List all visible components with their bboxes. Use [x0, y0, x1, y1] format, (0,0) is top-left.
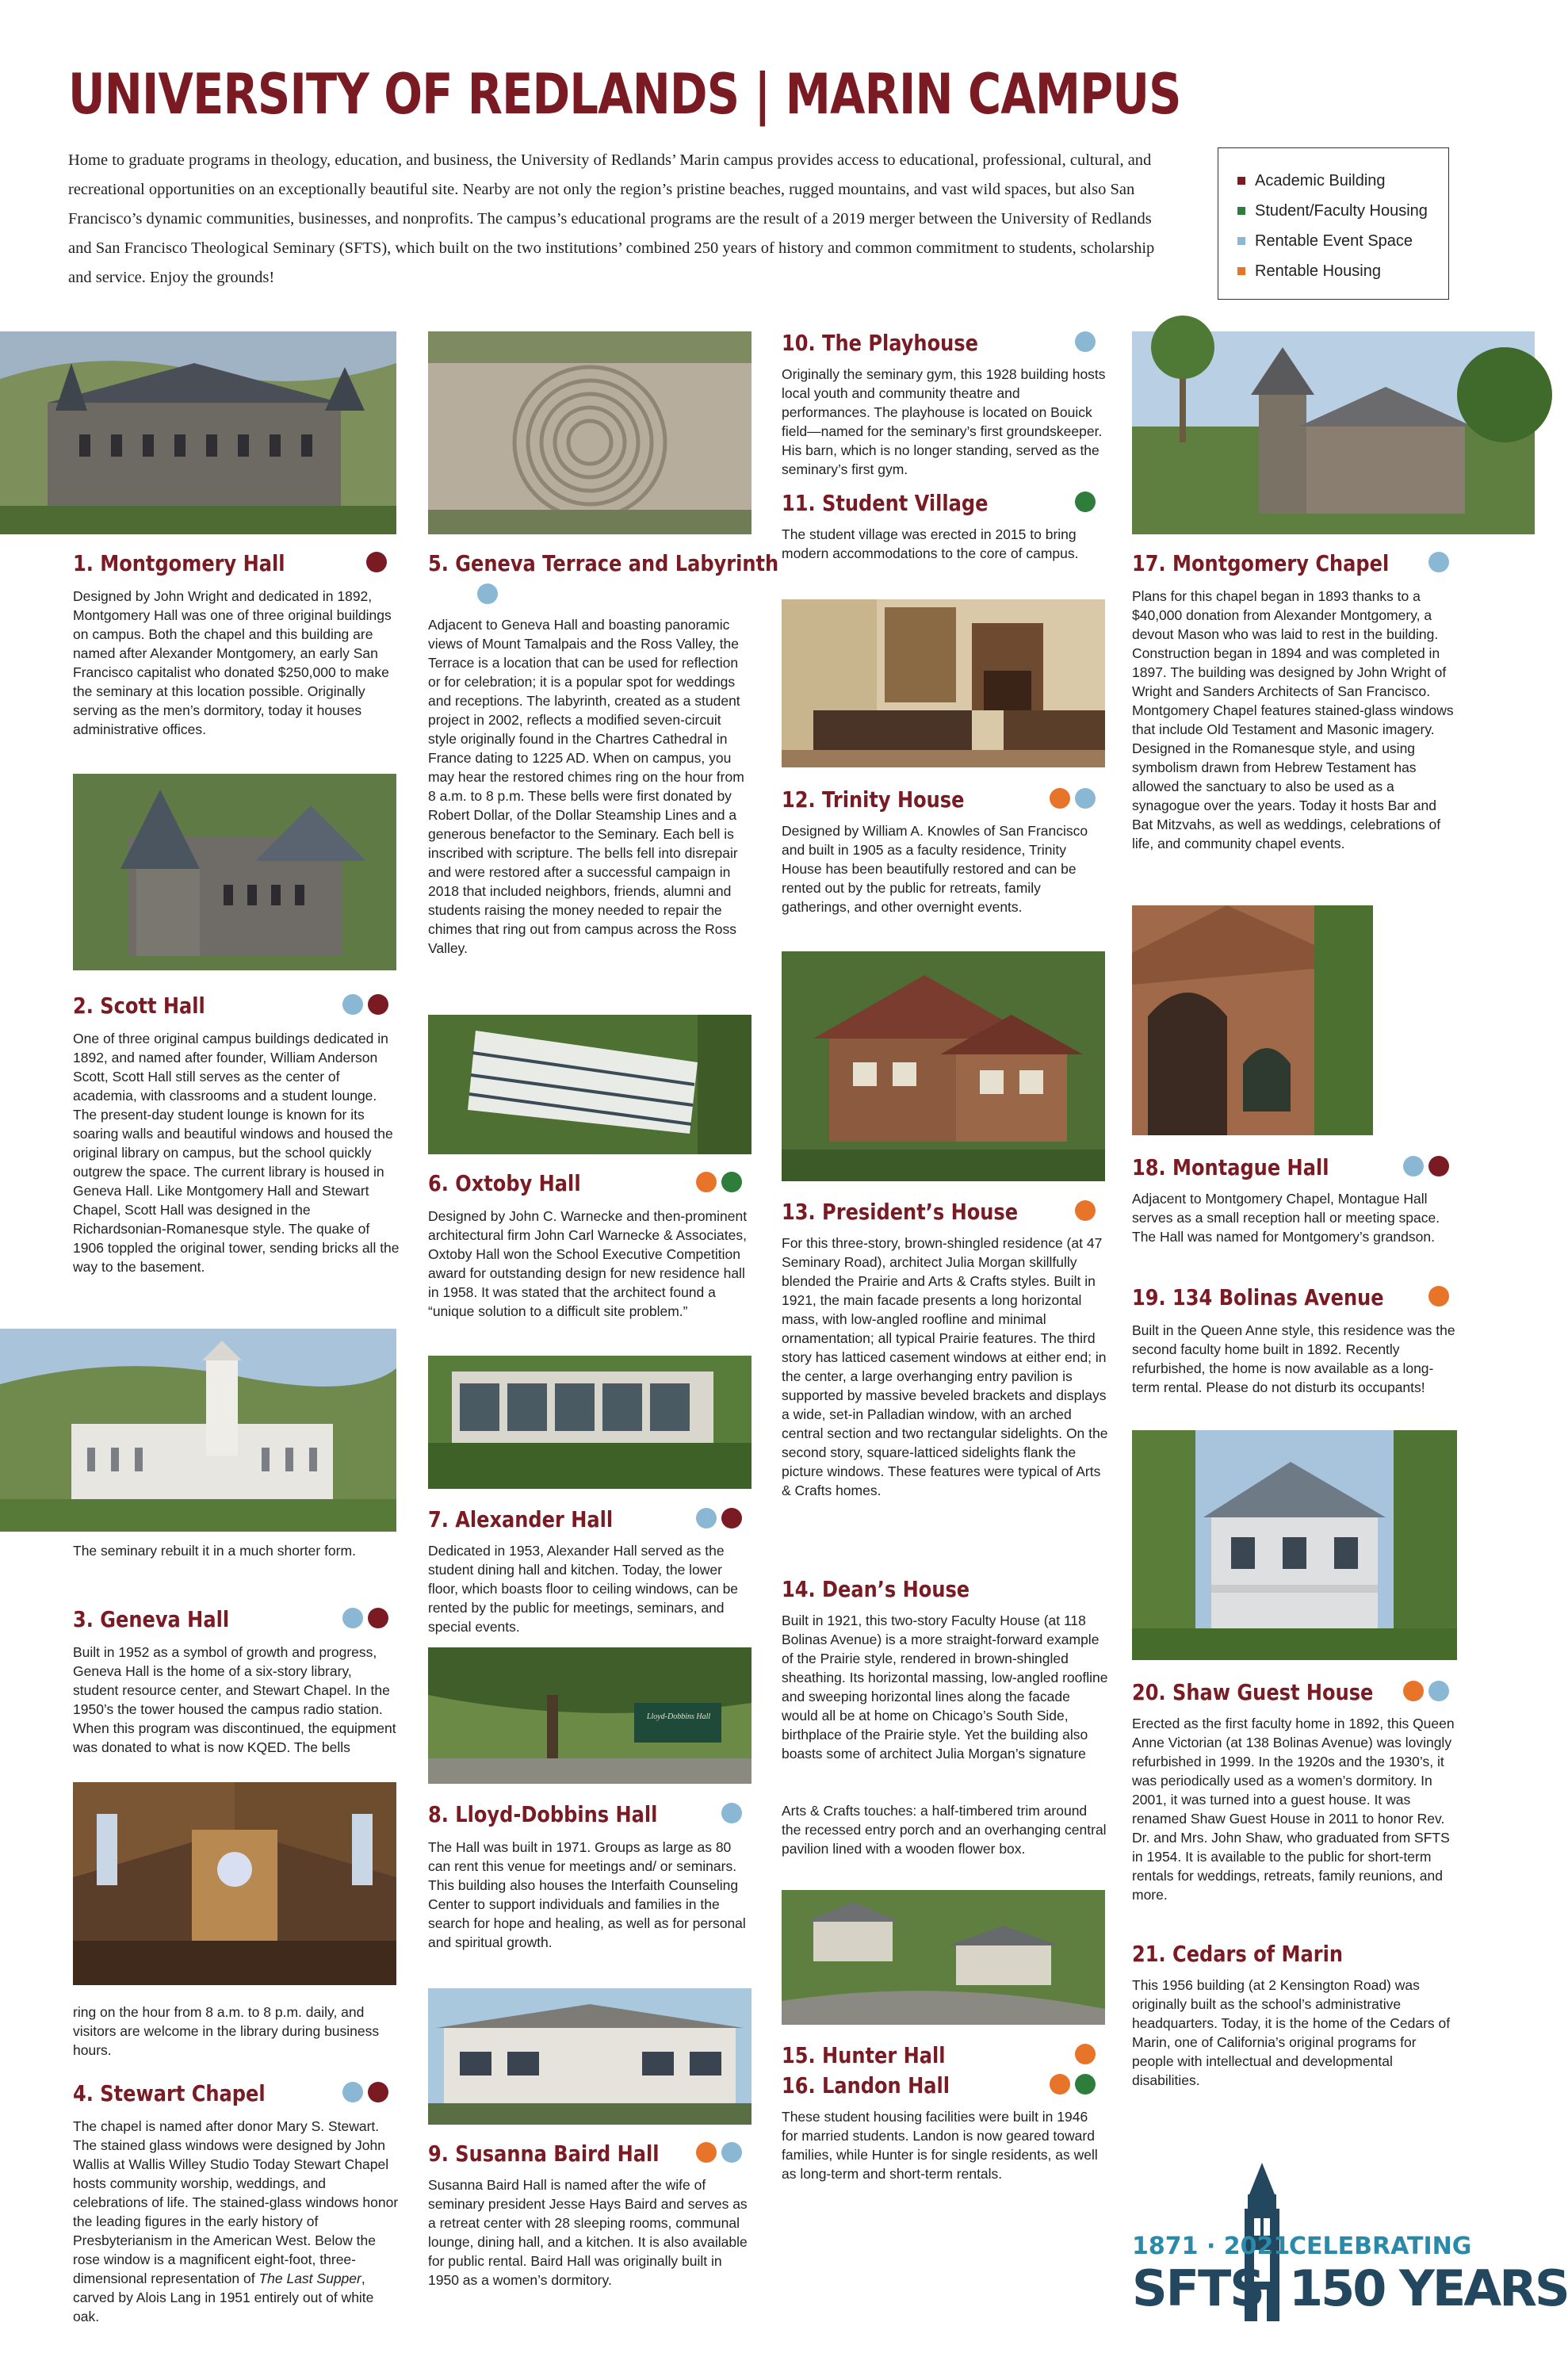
entry-body: This 1956 building (at 2 Kensington Road) was originally built as the school’s administrative headquarters. Today, it is the home of the Cedars of Marin, one of California’s original programs for people with intellectual and developmental disabilities. [1132, 1977, 1451, 2088]
logo-sfts: SFTS [1132, 2259, 1264, 2317]
alexander-hall-photo [428, 1356, 751, 1489]
montague-hall-photo [1132, 905, 1373, 1135]
category-dots [696, 1172, 742, 1192]
event-dot [342, 1608, 363, 1628]
legend [1218, 147, 1449, 300]
event-dot [1075, 331, 1096, 352]
category-dots [1075, 331, 1096, 352]
entry-body: Built in 1952 as a symbol of growth and progress, Geneva Hall is the home of a six-story library, student resource center, and Stewart Chapel. In the 1950’s the tower housed the campus radio station. When this program was discontinued, the equipment was donated to what is now KQED. The bells [73, 1644, 396, 1755]
academic-dot [368, 2082, 388, 2102]
entry-body: Plans for this chapel began in 1893 thanks to a $40,000 donation from Alexander Montgomery, a devout Mason who was laid to rest in the building. Construction began in 1894 and was completed in 1897. The building was designed by John Wright of Wright and Sanders Architects of San Francisco. Montgomery Chapel features stained-glass windows that include Old Testament and Masonic imagery. Designed in the Romanesque style, and using symbolism drawn from Hebrew Testament has allowed the sanctuary to also be used as a synagogue over the years. Today it hosts Bar and Bat Mitzvahs, as well as weddings, celebrations of life, and community chapel events. [1132, 588, 1454, 851]
rental-dot [696, 1172, 717, 1192]
category-dots [342, 994, 388, 1015]
montgomery-chapel-photo [1132, 331, 1535, 534]
legend-item-academic [1237, 166, 1448, 196]
entry-body: Adjacent to Geneva Hall and boasting panoramic views of Mount Tamalpais and the Ross Valley, the Terrace is a location that can be used for reflection or for celebration; it is a popular spot for weddings and receptions. The labyrinth, created as a student project in 2002, reflects a modified seven-circuit style originally found in the Chartres Cathedral in France dating to 1225 AD. When on campus, you may hear the restored chimes ring on the hour from 8 a.m. to 8 p.m. These bells were first donated by Robert Dollar, of the Dollar Steamship Lines and a generous benefactor to the Seminary. Each bell is inscribed with scripture. The bells fell into disrepair and were restored after a successful campaign in 2018 that included neighbors, friends, alumni and students raising the money needed to repair the chimes that ring out from campus across the Ross Valley. [428, 617, 744, 956]
sfts-anniversary-logo [1132, 2163, 1568, 2329]
category-dots [696, 1508, 742, 1528]
event-dot [1428, 1681, 1449, 1701]
entry-title: 11. Student Village [782, 490, 989, 516]
housing-dot [1075, 492, 1096, 512]
susanna-baird-hall-photo [428, 1988, 751, 2125]
category-dots [1403, 1156, 1449, 1176]
entry-body-continued: Arts & Crafts touches: a half-timbered trim around the recessed entry porch and an overhanging central pavilion lined with a wooden flower box. [782, 1803, 1107, 1857]
entry-title: 9. Susanna Baird Hall [428, 2141, 660, 2167]
category-dots [366, 552, 387, 572]
stewart-chapel-interior-photo [73, 1782, 396, 1985]
academic-dot [366, 552, 387, 572]
entry-body: Dedicated in 1953, Alexander Hall served as the student dining hall and kitchen. Today, the lower floor, which boasts floor to ceiling windows, can be rented by the public for meetings, seminars, and special events. [428, 1543, 739, 1635]
entry-body-text: , carved by Alois Lang in 1951 entirely out of white oak. [73, 2271, 374, 2324]
entry-title: 20. Shaw Guest House [1132, 1679, 1374, 1705]
event-dot [721, 1803, 742, 1823]
legend-label: Rentable Housing [1255, 262, 1381, 280]
entry-title: 19. 134 Bolinas Avenue [1132, 1284, 1384, 1310]
entry-body: For this three-story, brown-shingled residence (at 47 Seminary Road), architect Julia Morgan skillfully blended the Prairie and Arts & Crafts styles. Built in 1921, the main facade presents a long horizontal mass, with low-angled roofline and minimal ornamentation; all typical Prairie features. The third story has latticed casement windows at either end; in the center, a large overhanging entry pavilion is supported by massive beveled brackets and displays a wide, set-in Palladian window, with an arched central section and two rectangular sidelights. On the second story, square-latticed sidelights flank the picture windows. These features were typical of Arts & Crafts homes. [782, 1235, 1108, 1498]
rental-dot [1403, 1681, 1424, 1701]
event-dot [342, 994, 363, 1015]
entry-body-continued: ring on the hour from 8 a.m. to 8 p.m. daily, and visitors are welcome in the library during business hours. [73, 2004, 380, 2058]
entry-body: Designed by John Wright and dedicated in 1892, Montgomery Hall was one of three original buildings on campus. Both the chapel and this building are named after Alexander Montgomery, an early San Francisco capitalist who donated $250,000 to make the seminary at this location possible. Originally serving as the men’s dormitory, today it houses administrative offices. [73, 588, 392, 737]
entry-title: 10. The Playhouse [782, 330, 978, 356]
event-dot [1428, 552, 1449, 572]
entry-title: 2. Scott Hall [73, 993, 205, 1019]
oxtoby-hall-photo [428, 1015, 751, 1154]
academic-dot [368, 1608, 388, 1628]
event-dot [477, 583, 498, 604]
rental-dot [1075, 1200, 1096, 1221]
category-dots [1428, 552, 1449, 572]
entry-title: 4. Stewart Chapel [73, 2080, 266, 2106]
entry-title: 3. Geneva Hall [73, 1606, 230, 1632]
entry-title: 17. Montgomery Chapel [1132, 550, 1390, 576]
category-dots [1428, 1286, 1449, 1307]
hunter-landon-hall-photo [782, 1890, 1105, 2025]
entry-body: Built in the Queen Anne style, this residence was the second faculty home built in 1892. Recently refurbished, the home is now available as a long-term rental. Please do not disturb its occupants! [1132, 1322, 1455, 1395]
shaw-guest-house-photo [1132, 1430, 1457, 1660]
entry-title: 8. Lloyd-Dobbins Hall [428, 1801, 658, 1827]
event-swatch [1237, 237, 1245, 245]
campus-panorama-photo [0, 1329, 396, 1532]
event-dot [1403, 1156, 1424, 1176]
page-title: UNIVERSITY OF REDLANDS | MARIN CAMPUS [68, 62, 1181, 127]
rental-dot [1050, 2074, 1070, 2095]
intro-paragraph: Home to graduate programs in theology, education, and business, the University of Redlands’ Marin campus provides access to educational, professional, cultural, and recreational opportunities on an exceptionally beautiful site. Nearby are not only the region’s pristine beaches, rugged mountains, and vast wild spaces, but also San Francisco’s dynamic communities, businesses, and nonprofits. The campus’s educational programs are the result of a 2019 merger between the University of Redlands and San Francisco Theological Seminary (SFTS), which built on the two institutions’ combined 250 years of history and common commitment to students, scholarship and service. Enjoy the grounds! [68, 151, 1155, 286]
event-dot [696, 1508, 717, 1528]
category-dots [1075, 492, 1096, 512]
category-dots [1050, 788, 1096, 809]
entry-body: Built in 1921, this two-story Faculty House (at 118 Bolinas Avenue) is a more straight-forward example of the Prairie style, rendered in brown-shingled sheathing. Its horizontal massing, low-angled roofline and sweeping horizontal lines along the facade would all be at home on Chicago’s South Side, birthplace of the Prairie style. Yet the building also boasts some of architect Julia Morgan’s signature [782, 1613, 1108, 1762]
legend-label: Rentable Event Space [1255, 231, 1413, 250]
category-dots [477, 583, 498, 604]
entry-body: Susanna Baird Hall is named after the wife of seminary president Jesse Hays Baird and serves as a retreat center with 28 sleeping rooms, communal lounge, dining hall, and a kitchen. It is also available for public rental. Baird Hall was originally built in 1950 as a women’s dormitory. [428, 2177, 748, 2288]
entry-title: 7. Alexander Hall [428, 1506, 614, 1532]
rental-dot [1075, 2044, 1096, 2064]
housing-dot [1075, 2074, 1096, 2095]
entry-body-continued: The seminary rebuilt it in a much shorter form. [73, 1543, 356, 1559]
entry-title: 6. Oxtoby Hall [428, 1170, 581, 1196]
rental-dot [1428, 1286, 1449, 1307]
entry-title: 14. Dean’s House [782, 1576, 970, 1602]
logo-celebrating: CELEBRATING [1289, 2232, 1472, 2260]
category-dots [1050, 2074, 1096, 2095]
entry-body: Designed by William A. Knowles of San Francisco and built in 1905 as a faculty residence, Trinity House has been beautifully restored and can be rented out by the public for retreats, family gatherings, and other overnight events. [782, 823, 1088, 915]
entry-title: 18. Montague Hall [1132, 1154, 1329, 1180]
legend-item-housing [1237, 196, 1448, 226]
entry-title: 16. Landon Hall [782, 2072, 950, 2098]
event-dot [721, 2142, 742, 2163]
academic-dot [1428, 1156, 1449, 1176]
legend-item-rental [1237, 256, 1448, 286]
event-dot [1075, 788, 1096, 809]
rental-dot [696, 2142, 717, 2163]
entry-body [73, 2117, 400, 2326]
entry-title: 21. Cedars of Marin [1132, 1941, 1344, 1967]
entry-body-text: The chapel is named after donor Mary S. Stewart. The stained glass windows were designed by John Wallis at Wallis Willey Studio Today Stewart Chapel hosts community worship, weddings, and celebrations of life. The stained-glass windows honor the leading figures in the early history of Presbyterianism in the American West. Below the rose window is a magnificent eight-foot, three-dimensional representation of [73, 2118, 399, 2286]
labyrinth-photo [428, 331, 751, 534]
legend-item-event [1237, 226, 1448, 256]
entry-body: Designed by John C. Warnecke and then-prominent architectural firm John Carl Warnecke & Associates, Oxtoby Hall won the School Executive Competition award for outstanding design for new residence hall in 1958. It was stated that the architect found a “unique solution to a difficult site problem.” [428, 1208, 748, 1319]
artwork-title: The Last Supper [258, 2271, 361, 2286]
rental-dot [1050, 788, 1070, 809]
rental-swatch [1237, 267, 1245, 275]
category-dots [342, 1608, 388, 1628]
category-dots [696, 2142, 742, 2163]
student-village-photo [782, 599, 1105, 767]
scott-hall-photo [73, 774, 396, 970]
academic-dot [368, 994, 388, 1015]
category-dots [1075, 2044, 1096, 2064]
logo-years: 1871 · 2021 [1132, 2232, 1291, 2260]
building-sign: Lloyd-Dobbins Hall [646, 1712, 711, 1721]
housing-dot [721, 1172, 742, 1192]
entry-title: 1. Montgomery Hall [73, 550, 285, 576]
category-dots [1403, 1681, 1449, 1701]
entry-title: 15. Hunter Hall [782, 2042, 946, 2068]
category-dots [1075, 1200, 1096, 1221]
entry-body: The Hall was built in 1971. Groups as large as 80 can rent this venue for meetings and/ or seminars. This building also houses the Interfaith Counseling Center to support individuals and families in the search for hope and healing, as well as for personal and spiritual growth. [428, 1839, 746, 1950]
legend-label: Academic Building [1255, 171, 1386, 189]
entry-title: 5. Geneva Terrace and Labyrinth [428, 550, 779, 576]
entry-body: The student village was erected in 2015 to bring modern accommodations to the core of campus. [782, 526, 1079, 561]
housing-swatch [1237, 207, 1245, 215]
entry-body: Erected as the first faculty home in 1892, this Queen Anne Victorian (at 138 Bolinas Avenue) was lovingly refurbished in 1999. In the 1920s and the 1930’s, it was periodically used as a women’s dormitory. In 2001, it was turned into a guest house. It was renamed Shaw Guest House in 2011 to honor Rev. Dr. and Mrs. John Shaw, who graduated from SFTS in 1954. It is available to the public for short-term rentals for weddings, retreats, family reunions, and more. [1132, 1716, 1455, 1903]
academic-dot [721, 1508, 742, 1528]
legend-label: Student/Faculty Housing [1255, 201, 1428, 220]
entry-title: 13. President’s House [782, 1199, 1019, 1225]
category-dots [721, 1803, 742, 1823]
lloyd-dobbins-hall-photo [428, 1647, 751, 1784]
montgomery-hall-photo [0, 331, 396, 534]
entry-title: 12. Trinity House [782, 786, 965, 813]
entry-body: These student housing facilities were built in 1946 for married students. Landon is now geared toward families, while Hunter is for single residents, as well as long-term and short-term rentals. [782, 2109, 1098, 2182]
trinity-house-photo [782, 951, 1105, 1181]
logo-150-years: 150 YEARS [1289, 2259, 1568, 2317]
entry-body: Adjacent to Montgomery Chapel, Montague Hall serves as a small reception hall or meeting space. The Hall was named for Montgomery’s grandson. [1132, 1191, 1440, 1245]
entry-body: Originally the seminary gym, this 1928 building hosts local youth and community theatre and performances. The playhouse is located on Bouick field—named for the seminary’s first groundskeeper. His barn, which is no longer standing, served as the seminary’s first gym. [782, 366, 1106, 477]
category-dots [342, 2082, 388, 2102]
event-dot [342, 2082, 363, 2102]
academic-swatch [1237, 177, 1245, 185]
entry-body: One of three original campus buildings dedicated in 1892, and named after founder, William Anderson Scott, Scott Hall still serves as the center of academia, with classrooms and a student lounge. The present-day student lounge is known for its soaring walls and beautiful windows and housed the original library on campus, but the school quickly outgrew the space. The current library is housed in Geneva Hall. Like Montgomery Hall and Stewart Chapel, Scott Hall was designed in the Richardsonian-Romanesque style. The quake of 1906 toppled the original tower, sending bricks all the way to the basement. [73, 1031, 400, 1275]
